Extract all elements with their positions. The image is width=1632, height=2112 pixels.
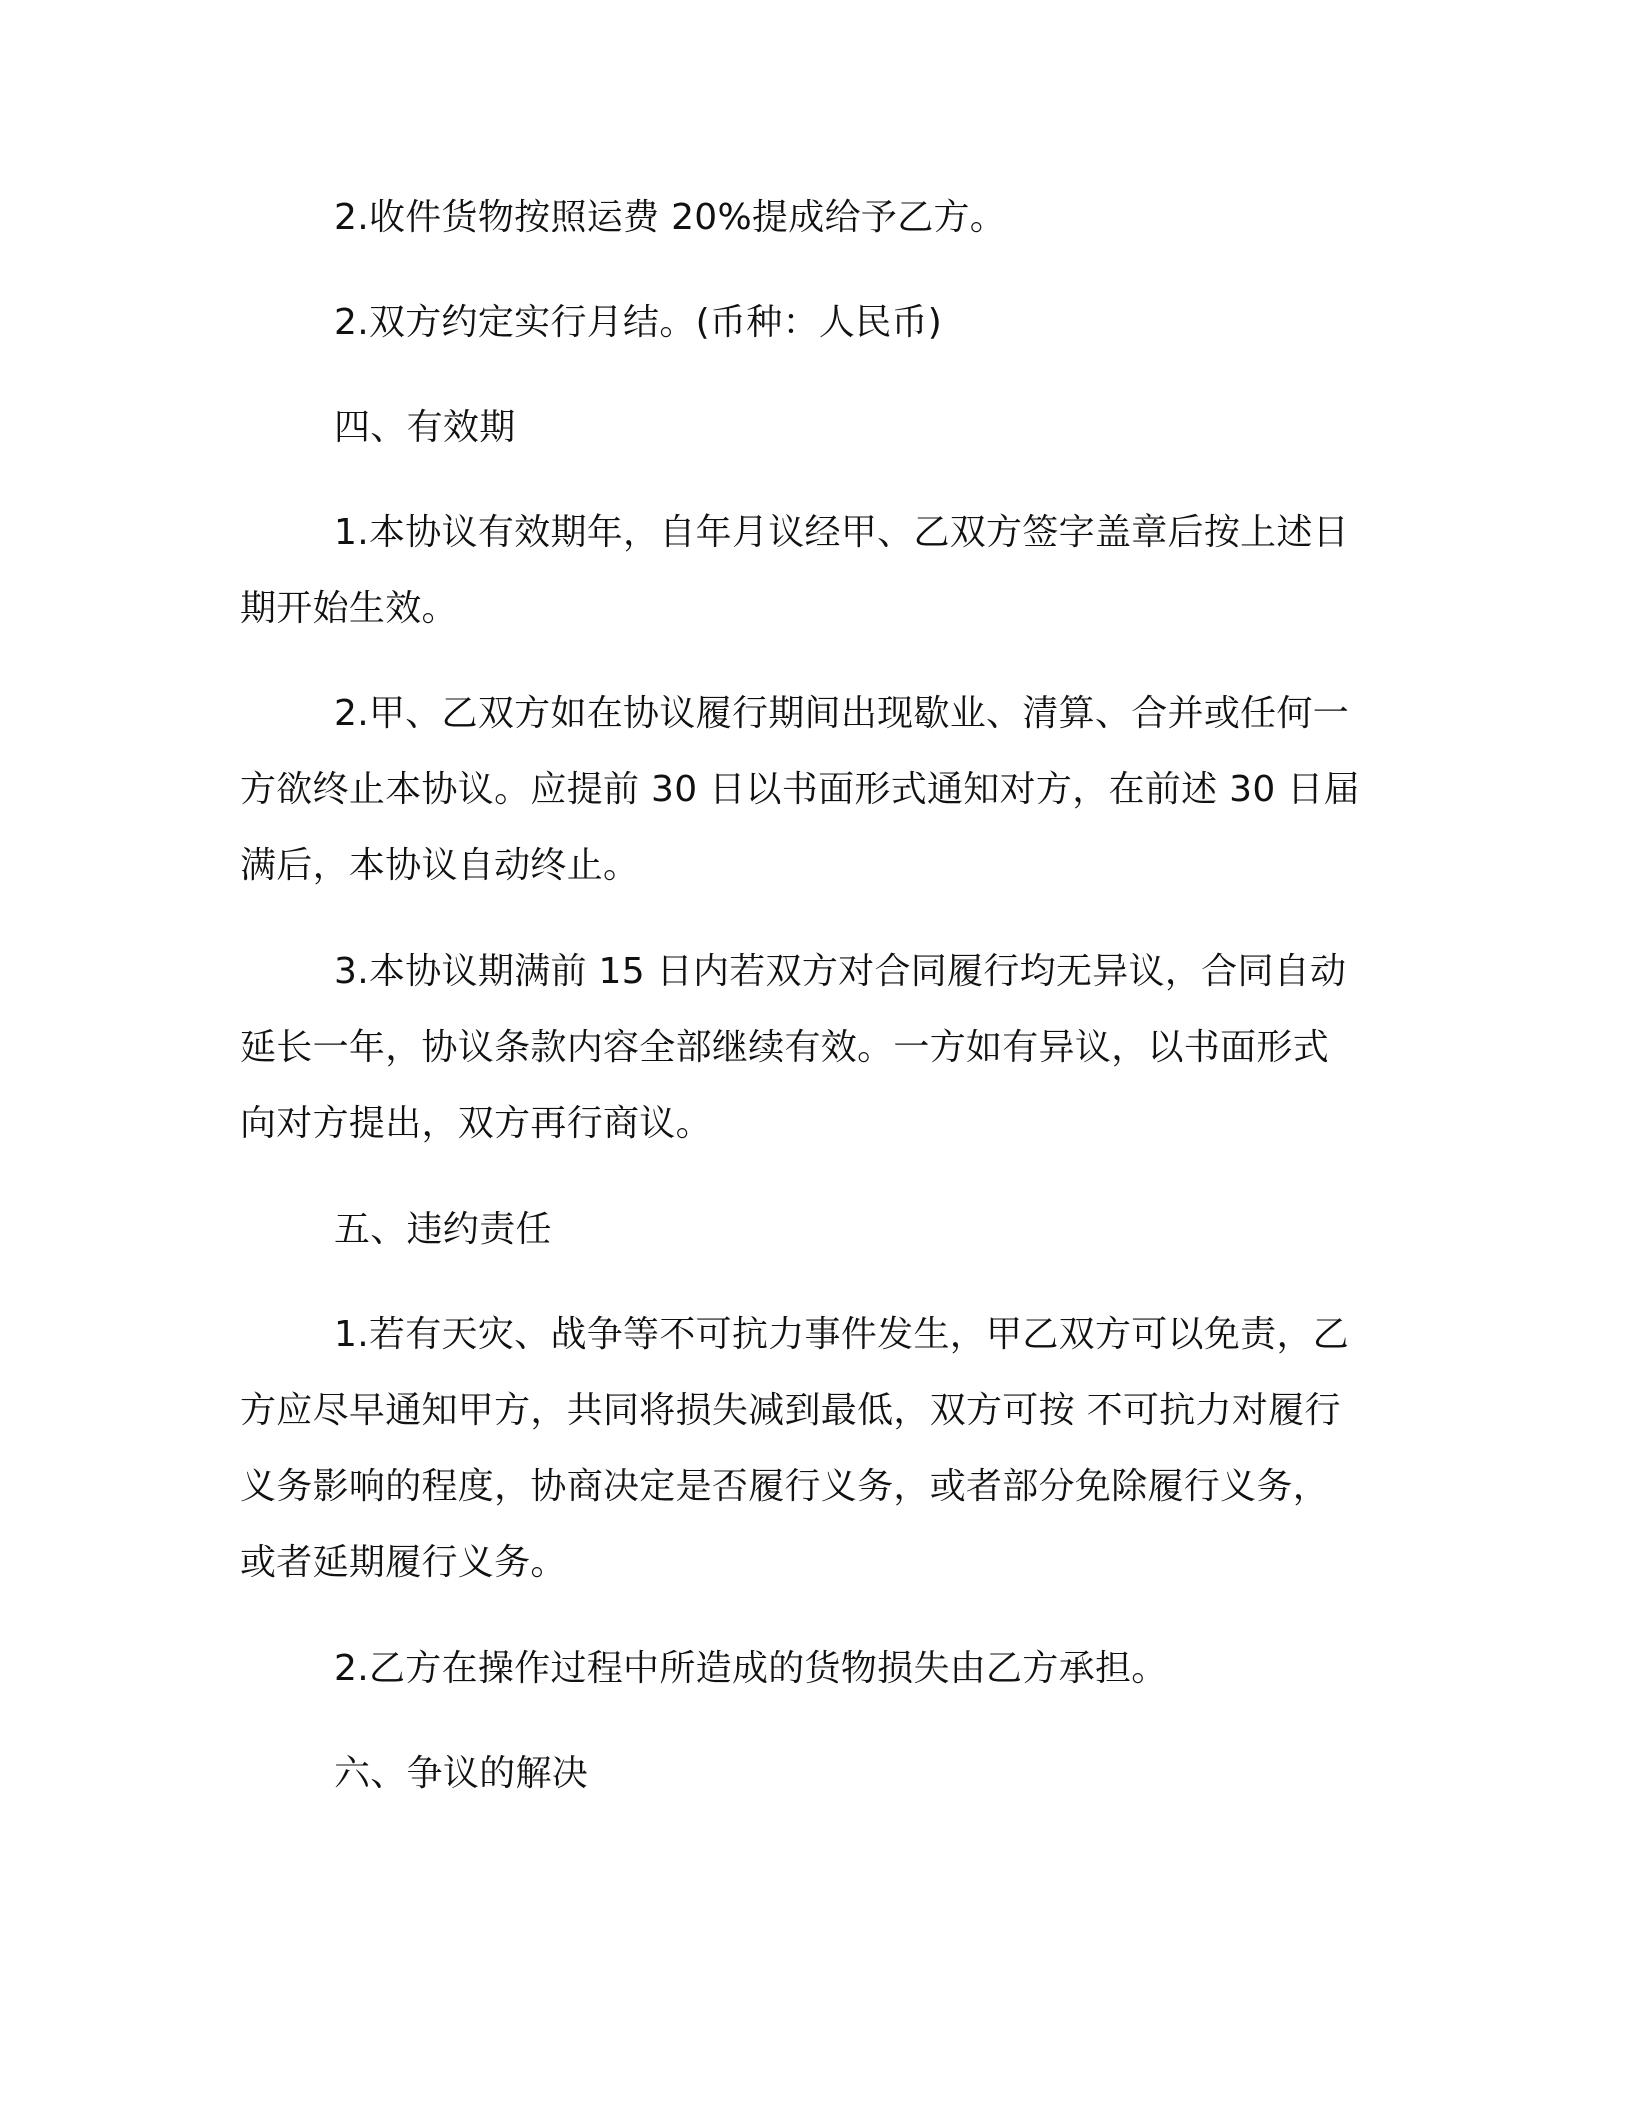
paragraph-validity-1: 1.本协议有效期年，自年月议经甲、乙双方签字盖章后按上述日期开始生效。 xyxy=(240,512,1350,629)
heading-validity: 四、有效期 xyxy=(334,407,516,448)
heading-liability: 五、违约责任 xyxy=(334,1209,552,1250)
paragraph-liability-1: 1.若有天灾、战争等不可抗力事件发生，甲乙双方可以免责，乙方应尽早通知甲方，共同将损失减到最低，双方可按 不可抗力对履行义务影响的程度，协商决定是否履行义务，或者部分免除履行义务，或者延期履行义务。 xyxy=(240,1314,1350,1583)
paragraph-commission: 2.收件货物按照运费 20%提成给予乙方。 xyxy=(334,197,1007,238)
paragraph-validity-3: 3.本协议期满前 15 日内若双方对合同履行均无异议，合同自动延长一年，协议条款内容全部继续有效。一方如有异议，以书面形式向对方提出，双方再行商议。 xyxy=(240,951,1347,1144)
paragraph-settlement: 2.双方约定实行月结。(币种：人民币) xyxy=(334,302,943,343)
heading-dispute: 六、争议的解决 xyxy=(334,1753,589,1794)
paragraph-liability-2: 2.乙方在操作过程中所造成的货物损失由乙方承担。 xyxy=(334,1648,1168,1689)
paragraph-validity-2: 2.甲、乙双方如在协议履行期间出现歇业、清算、合并或任何一方欲终止本协议。应提前 30 日以书面形式通知对方，在前述 30 日届满后，本协议自动终止。 xyxy=(240,693,1360,886)
